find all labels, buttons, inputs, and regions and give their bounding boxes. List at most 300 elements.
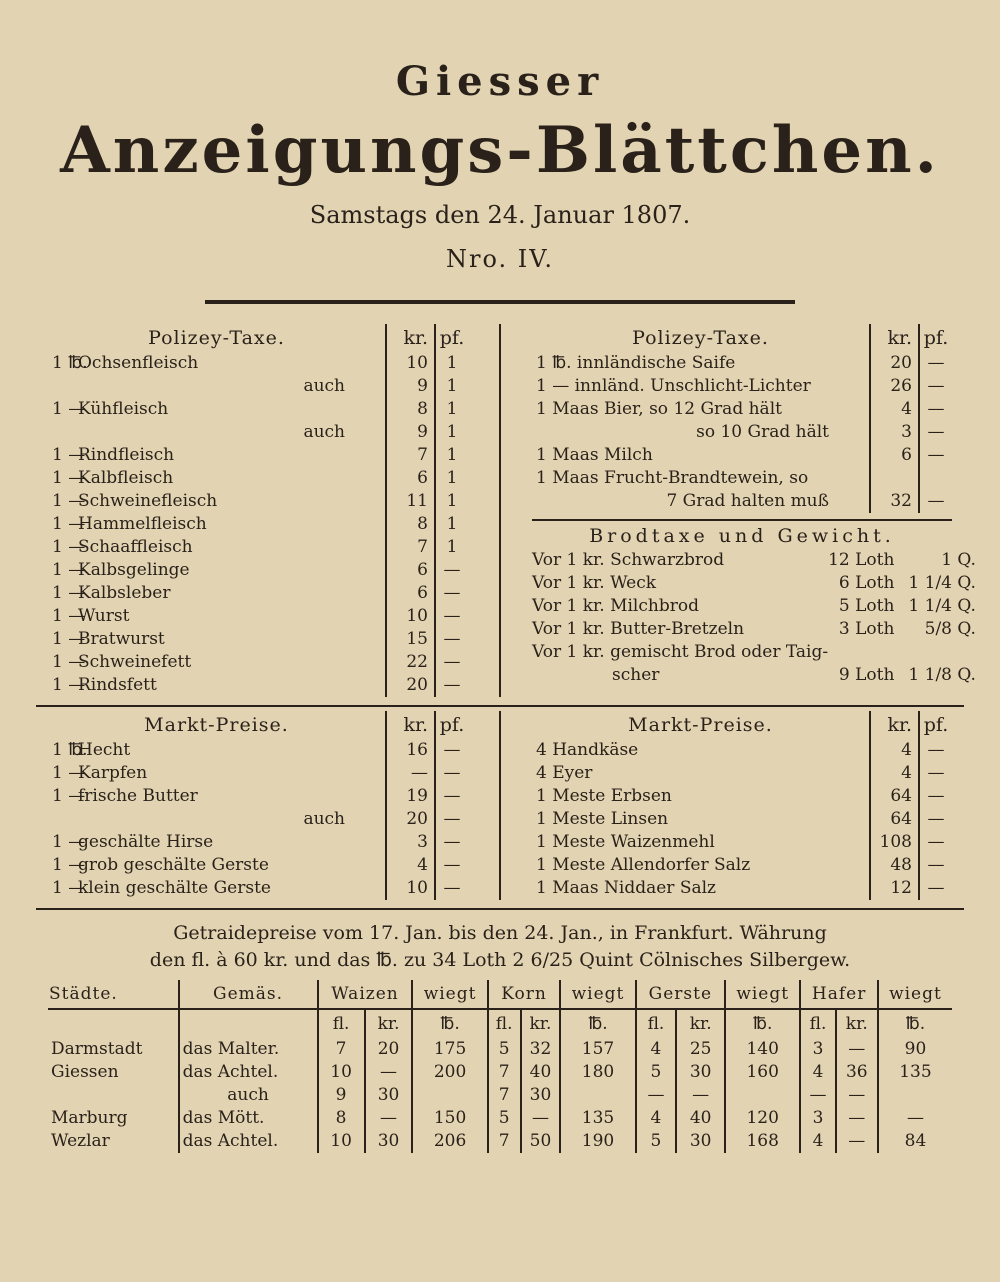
price-pf: 1 — [446, 514, 458, 534]
grain-cell-h-kr: 36 — [836, 1061, 878, 1084]
price-item — [48, 674, 386, 697]
grain-cell-h-fl: 3 — [800, 1107, 835, 1130]
bread-item: Vor 1 kr. Milchbrod — [532, 596, 699, 616]
quantity: 1 — — [52, 763, 86, 783]
item-name: Kalbsleber — [78, 583, 171, 603]
price-item — [532, 785, 870, 808]
polizey-right-table — [532, 324, 952, 513]
grain-cell-w-lb — [412, 1084, 487, 1107]
grain-cell-g-kr: 30 — [676, 1061, 725, 1084]
masthead-rule — [205, 300, 795, 304]
price-pf: — — [443, 675, 461, 695]
item-name: 4 Handkäse — [536, 740, 639, 760]
price-kr: 7 — [386, 536, 435, 559]
item-name: Kühfleisch — [78, 399, 169, 419]
price-item — [532, 444, 870, 467]
price-pf: — — [443, 583, 461, 603]
grain-cell-k-lb: 180 — [560, 1061, 635, 1084]
col-header-gerste: Gerste — [636, 980, 725, 1009]
grain-cell-w-lb: 150 — [412, 1107, 487, 1130]
price-item — [48, 739, 386, 762]
item-name: Bratwurst — [78, 629, 165, 649]
price-pf: 1 — [446, 353, 458, 373]
price-item — [532, 762, 870, 785]
bread-quint: 1 1/4 Q. — [908, 596, 976, 616]
grain-cell-city: Wezlar — [51, 1131, 110, 1151]
brodtaxe-row — [532, 664, 976, 687]
grain-row — [48, 1130, 952, 1153]
grain-row — [48, 1061, 952, 1084]
item-name: so 10 Grad hält — [696, 422, 829, 442]
price-item — [48, 444, 386, 467]
price-row — [48, 421, 468, 444]
price-row — [48, 536, 468, 559]
price-pf: 1 — [446, 399, 458, 419]
price-kr: 64 — [870, 808, 919, 831]
grain-cell-g-kr: — — [676, 1084, 725, 1107]
price-row — [532, 352, 952, 375]
price-item — [532, 877, 870, 900]
grain-cell-k-fl: 7 — [488, 1084, 521, 1107]
item-name: 1 Meste Waizenmehl — [536, 832, 715, 852]
price-pf: — — [927, 491, 945, 511]
price-item — [48, 513, 386, 536]
price-pf: — — [443, 855, 461, 875]
grain-cell-g-fl: — — [636, 1084, 677, 1107]
markt-right-table — [532, 711, 952, 900]
item-name: Rindsfett — [78, 675, 157, 695]
bread-weight: 3 Loth — [838, 619, 895, 639]
price-item — [48, 854, 386, 877]
grain-cell-h-lb: 84 — [878, 1130, 952, 1153]
price-row — [48, 605, 468, 628]
bread-item: Vor 1 kr. Schwarzbrod — [532, 550, 725, 570]
quantity: 1 — — [52, 445, 86, 465]
grain-cell-measure: das Malter. — [179, 1038, 318, 1061]
grain-cell-city: Giessen — [51, 1062, 119, 1082]
polizey-right-column — [532, 324, 976, 697]
column-divider — [499, 324, 501, 697]
price-pf: — — [443, 629, 461, 649]
polizey-left-title: Polizey-Taxe. — [148, 327, 285, 349]
bread-quint: 1 1/8 Q. — [908, 665, 976, 685]
price-item — [48, 398, 386, 421]
price-item — [48, 628, 386, 651]
price-row — [532, 739, 952, 762]
price-row — [532, 375, 952, 398]
price-kr: 20 — [870, 352, 919, 375]
grain-cell-k-lb: 190 — [560, 1130, 635, 1153]
price-row — [48, 785, 468, 808]
col-header-korn-wiegt: wiegt — [560, 980, 635, 1009]
price-pf: — — [927, 399, 945, 419]
price-kr: 64 — [870, 785, 919, 808]
bread-item: Vor 1 kr. Butter-Bretzeln — [532, 619, 745, 639]
item-name: Hammelfleisch — [78, 514, 207, 534]
price-kr: 108 — [870, 831, 919, 854]
price-item — [48, 762, 386, 785]
col-header-gemaes: Gemäs. — [179, 980, 318, 1009]
item-name: Ochsenfleisch — [78, 353, 199, 373]
item-name: frische Butter — [78, 786, 198, 806]
getraide-section — [48, 920, 952, 1153]
price-kr: 8 — [386, 513, 435, 536]
issue-number: Nro. IV. — [445, 245, 554, 273]
price-row — [48, 674, 468, 697]
item-name: 4 Eyer — [536, 763, 593, 783]
price-kr: 12 — [870, 877, 919, 900]
grain-cell-g-lb: 160 — [725, 1061, 800, 1084]
item-name: 1 Meste Allendorfer Salz — [536, 855, 751, 875]
unit-fl: fl. — [488, 1009, 521, 1038]
price-row — [48, 490, 468, 513]
price-row — [532, 467, 952, 490]
grain-cell-k-kr: 32 — [521, 1038, 561, 1061]
bread-weight: 9 Loth — [838, 665, 895, 685]
pf-header: pf. — [439, 327, 465, 349]
price-row — [532, 444, 952, 467]
grain-row — [48, 1107, 952, 1130]
masthead — [48, 0, 952, 276]
bread-item: Vor 1 kr. Weck — [532, 573, 657, 593]
item-name: 1 ℔. innländische Saife — [536, 353, 736, 373]
item-name: Rindfleisch — [78, 445, 175, 465]
item-name: Schweinefett — [78, 652, 192, 672]
quantity: 1 — — [52, 878, 86, 898]
grain-cell-h-fl: 4 — [800, 1130, 835, 1153]
quantity: 1 — — [52, 786, 86, 806]
price-row — [48, 739, 468, 762]
brodtaxe-row — [532, 641, 976, 664]
quantity: 1 — — [52, 855, 86, 875]
price-pf: 1 — [446, 422, 458, 442]
price-row — [48, 467, 468, 490]
price-item — [48, 605, 386, 628]
grain-cell-g-lb — [725, 1084, 800, 1107]
col-header-gerste-wiegt: wiegt — [725, 980, 800, 1009]
item-name: 1 Maas Niddaer Salz — [536, 878, 717, 898]
grain-cell-w-kr: 30 — [365, 1084, 413, 1107]
item-name: 1 — innländ. Unschlicht-Lichter — [536, 376, 811, 396]
item-name: Kalbfleisch — [78, 468, 174, 488]
price-pf: — — [443, 832, 461, 852]
col-header-staedte: Städte. — [48, 980, 179, 1009]
price-kr: — — [386, 762, 435, 785]
price-row — [48, 808, 468, 831]
price-row — [48, 854, 468, 877]
price-row — [48, 877, 468, 900]
brodtaxe-row — [532, 595, 976, 618]
bread-quint — [908, 641, 975, 664]
grain-row — [48, 1038, 952, 1061]
grain-row — [48, 1084, 952, 1107]
price-row — [532, 421, 952, 444]
grain-cell-w-kr: — — [365, 1061, 413, 1084]
grain-cell-measure: das Mött. — [179, 1107, 318, 1130]
price-kr: 48 — [870, 854, 919, 877]
polizey-left-table — [48, 324, 468, 697]
price-kr: 4 — [386, 854, 435, 877]
item-name: 1 Maas Frucht-Brandtewein, so — [536, 468, 809, 488]
price-kr: 9 — [386, 421, 435, 444]
price-row — [48, 831, 468, 854]
bread-quint: 1 1/4 Q. — [908, 573, 976, 593]
item-name: auch — [303, 376, 345, 396]
getraide-intro-line-2: den fl. à 60 kr. und das ℔. zu 34 Loth 2 6/25 Quint Cölnisches Silbergew. — [149, 949, 851, 971]
grain-cell-w-fl: 9 — [318, 1084, 365, 1107]
price-pf: — — [927, 422, 945, 442]
price-kr: 3 — [386, 831, 435, 854]
grain-cell-h-kr: — — [836, 1107, 878, 1130]
price-row — [48, 375, 468, 398]
grain-cell-h-kr: — — [836, 1130, 878, 1153]
grain-cell-g-kr: 40 — [676, 1107, 725, 1130]
unit-lb: ℔. — [725, 1009, 800, 1038]
price-item — [532, 421, 870, 444]
getraide-intro-line-1: Getraidepreise vom 17. Jan. bis den 24. Jan., in Frankfurt. Währung — [173, 922, 827, 944]
price-kr: 15 — [386, 628, 435, 651]
grain-cell-g-fl: 5 — [636, 1130, 677, 1153]
column-divider — [499, 711, 501, 900]
price-pf: — — [443, 809, 461, 829]
price-item — [48, 490, 386, 513]
bread-weight: 12 Loth — [828, 550, 895, 570]
price-pf: 1 — [446, 376, 458, 396]
masthead-pre-title: Giesser — [395, 58, 605, 105]
grain-cell-k-lb: 135 — [560, 1107, 635, 1130]
price-pf: 1 — [446, 537, 458, 557]
grain-cell-h-lb — [878, 1084, 952, 1107]
unit-lb: ℔. — [878, 1009, 952, 1038]
grain-cell-k-kr: 40 — [521, 1061, 561, 1084]
grain-cell-w-fl: 8 — [318, 1107, 365, 1130]
grain-cell-k-kr: 30 — [521, 1084, 561, 1107]
grain-cell-h-lb: 90 — [878, 1038, 952, 1061]
price-item — [48, 785, 386, 808]
price-row — [48, 582, 468, 605]
price-row — [48, 559, 468, 582]
quantity: 1 — — [52, 399, 86, 419]
price-row — [48, 513, 468, 536]
markt-right-column — [532, 711, 952, 900]
grain-cell-w-fl: 10 — [318, 1130, 365, 1153]
brodtaxe-row — [532, 618, 976, 641]
price-row — [532, 398, 952, 421]
item-name: geschälte Hirse — [78, 832, 214, 852]
price-kr: 20 — [386, 808, 435, 831]
section-rule — [36, 705, 964, 707]
price-item — [48, 467, 386, 490]
kr-header: kr. — [386, 711, 435, 739]
pf-header: pf. — [439, 714, 465, 736]
grain-cell-h-fl: 4 — [800, 1061, 835, 1084]
grain-cell-g-lb: 140 — [725, 1038, 800, 1061]
price-row — [48, 762, 468, 785]
price-kr: 4 — [870, 762, 919, 785]
grain-cell-k-fl: 5 — [488, 1107, 521, 1130]
item-name: Karpfen — [78, 763, 148, 783]
kr-header: kr. — [870, 711, 919, 739]
unit-fl: fl. — [318, 1009, 365, 1038]
price-item — [48, 877, 386, 900]
grain-cell-w-fl: 10 — [318, 1061, 365, 1084]
quantity: 1 — — [52, 537, 86, 557]
unit-kr: kr. — [676, 1009, 725, 1038]
price-pf: — — [443, 606, 461, 626]
price-kr: 11 — [386, 490, 435, 513]
price-pf: — — [443, 652, 461, 672]
price-row — [532, 808, 952, 831]
kr-header: kr. — [386, 324, 435, 352]
grain-cell-city — [48, 1084, 179, 1107]
kr-header: kr. — [870, 324, 919, 352]
price-row — [532, 785, 952, 808]
unit-lb: ℔. — [412, 1009, 487, 1038]
grain-cell-k-lb: 157 — [560, 1038, 635, 1061]
section-rule — [36, 908, 964, 910]
price-row — [532, 831, 952, 854]
grain-cell-h-lb: — — [878, 1107, 952, 1130]
price-pf: — — [443, 878, 461, 898]
price-pf: — — [443, 740, 461, 760]
markt-left-table — [48, 711, 468, 900]
item-name: Wurst — [78, 606, 130, 626]
price-item — [48, 651, 386, 674]
item-name: Hecht — [78, 740, 131, 760]
price-kr: 26 — [870, 375, 919, 398]
price-row — [48, 398, 468, 421]
price-kr: 10 — [386, 352, 435, 375]
bread-weight — [828, 641, 908, 664]
price-kr: 20 — [386, 674, 435, 697]
quantity: 1 — — [52, 583, 86, 603]
grain-cell-h-kr: — — [836, 1038, 878, 1061]
bread-item: Vor 1 kr. gemischt Brod oder Taig- — [532, 642, 829, 662]
price-item — [48, 582, 386, 605]
item-name: 1 Meste Erbsen — [536, 786, 672, 806]
col-header-waizen-wiegt: wiegt — [412, 980, 487, 1009]
price-pf: — — [927, 763, 945, 783]
item-name: Schaaffleisch — [78, 537, 193, 557]
grain-cell-w-lb: 200 — [412, 1061, 487, 1084]
grain-cell-k-kr: 50 — [521, 1130, 561, 1153]
col-header-waizen: Waizen — [318, 980, 413, 1009]
unit-fl: fl. — [800, 1009, 835, 1038]
quantity: 1 — — [52, 514, 86, 534]
price-kr: 19 — [386, 785, 435, 808]
bread-item: scher — [612, 665, 660, 685]
issue-date: Samstags den 24. Januar 1807. — [309, 201, 691, 229]
markt-left-title: Markt-Preise. — [144, 714, 289, 736]
item-name: 7 Grad halten muß — [666, 491, 829, 511]
grain-cell-g-kr: 30 — [676, 1130, 725, 1153]
item-name: auch — [303, 422, 345, 442]
price-kr: 22 — [386, 651, 435, 674]
quantity: 1 — — [52, 832, 86, 852]
grain-cell-g-fl: 4 — [636, 1107, 677, 1130]
price-kr: 4 — [870, 739, 919, 762]
price-kr — [870, 467, 919, 490]
polizey-left-column — [48, 324, 468, 697]
grain-cell-measure: auch — [179, 1084, 318, 1107]
price-pf: — — [927, 878, 945, 898]
unit-fl: fl. — [636, 1009, 677, 1038]
item-name: auch — [303, 809, 345, 829]
price-item — [48, 375, 386, 398]
price-kr: 6 — [870, 444, 919, 467]
brodtaxe-table — [532, 549, 976, 687]
price-pf: — — [443, 786, 461, 806]
price-item — [48, 352, 386, 375]
grain-cell-g-fl: 4 — [636, 1038, 677, 1061]
bread-weight: 5 Loth — [838, 596, 895, 616]
unit-lb: ℔. — [560, 1009, 635, 1038]
grain-cell-g-kr: 25 — [676, 1038, 725, 1061]
price-pf: — — [927, 809, 945, 829]
grain-cell-w-kr: 20 — [365, 1038, 413, 1061]
grain-cell-w-lb: 175 — [412, 1038, 487, 1061]
price-kr: 32 — [870, 490, 919, 513]
grain-cell-g-lb: 120 — [725, 1107, 800, 1130]
price-item — [532, 398, 870, 421]
quantity: 1 ℔. — [52, 353, 88, 373]
bread-quint: 1 Q. — [941, 550, 976, 570]
markt-section — [48, 711, 952, 900]
price-pf: — — [927, 855, 945, 875]
price-pf: — — [927, 353, 945, 373]
unit-kr: kr. — [836, 1009, 878, 1038]
price-pf: — — [443, 560, 461, 580]
price-kr: 6 — [386, 559, 435, 582]
item-name: Schweinefleisch — [78, 491, 218, 511]
brodtaxe-title: Brodtaxe und Gewicht. — [532, 519, 952, 549]
masthead-title: Anzeigungs-Blättchen. — [60, 113, 940, 188]
price-pf: — — [443, 763, 461, 783]
pf-header: pf. — [923, 714, 949, 736]
price-row — [48, 352, 468, 375]
price-kr: 16 — [386, 739, 435, 762]
price-row — [532, 854, 952, 877]
col-header-hafer: Hafer — [800, 980, 878, 1009]
unit-kr: kr. — [521, 1009, 561, 1038]
price-item — [532, 854, 870, 877]
price-row — [532, 877, 952, 900]
price-item — [532, 739, 870, 762]
price-pf: 1 — [446, 491, 458, 511]
grain-cell-k-fl: 7 — [488, 1130, 521, 1153]
pf-header: pf. — [923, 327, 949, 349]
grain-cell-k-fl: 7 — [488, 1061, 521, 1084]
price-kr: 6 — [386, 582, 435, 605]
grain-cell-w-fl: 7 — [318, 1038, 365, 1061]
price-pf: — — [927, 786, 945, 806]
grain-cell-w-kr: 30 — [365, 1130, 413, 1153]
price-kr: 6 — [386, 467, 435, 490]
quantity: 1 ℔. — [52, 740, 88, 760]
price-item — [48, 831, 386, 854]
polizey-right-title: Polizey-Taxe. — [632, 327, 769, 349]
price-row — [48, 628, 468, 651]
markt-left-column — [48, 711, 468, 900]
price-pf: — — [927, 740, 945, 760]
getraide-table — [48, 980, 952, 1153]
grain-cell-h-kr: — — [836, 1084, 878, 1107]
price-pf: — — [927, 832, 945, 852]
grain-cell-k-kr: — — [521, 1107, 561, 1130]
item-name: klein geschälte Gerste — [78, 878, 271, 898]
price-item — [532, 490, 870, 513]
grain-cell-measure: das Achtel. — [179, 1061, 318, 1084]
